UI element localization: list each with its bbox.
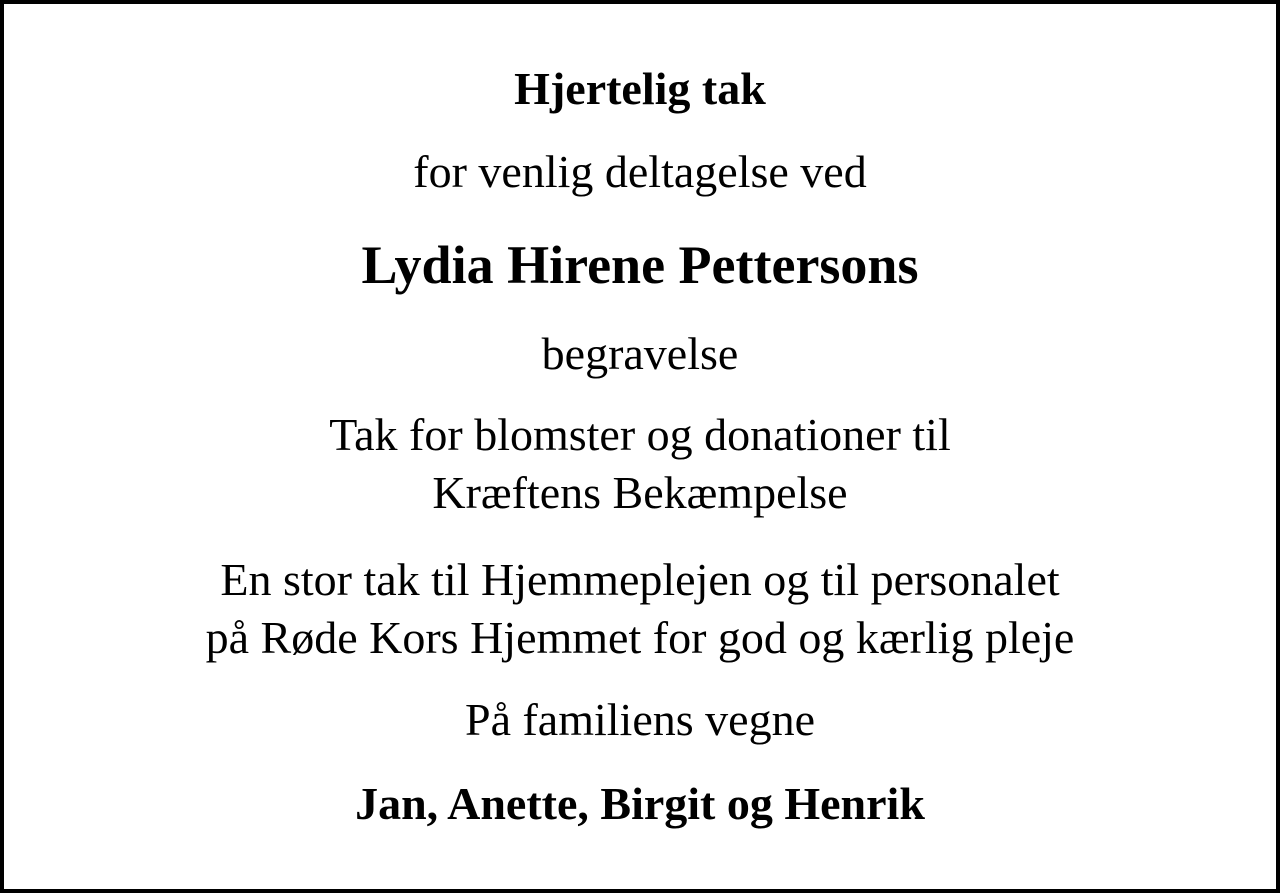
- donation-thanks: [4, 406, 1276, 522]
- care-thanks-line: En stor tak til Hjemmeplejen og til personalet: [220, 554, 1060, 605]
- donation-thanks-line: Tak for blomster og donationer til: [329, 409, 951, 460]
- deceased-name: Lydia Hirene Pettersons: [361, 235, 919, 295]
- care-thanks: [4, 551, 1276, 667]
- signatories: Jan, Anette, Birgit og Henrik: [355, 778, 925, 829]
- event-label: begravelse: [541, 328, 739, 379]
- notice-heading: Hjertelig tak: [514, 63, 766, 114]
- closing-line: På familiens vegne: [464, 694, 815, 745]
- care-thanks-line: på Røde Kors Hjemmet for god og kærlig pleje: [205, 612, 1075, 663]
- donation-thanks-line: Kræftens Bekæmpelse: [432, 467, 848, 518]
- notice-subheading: for venlig deltagelse ved: [413, 146, 867, 197]
